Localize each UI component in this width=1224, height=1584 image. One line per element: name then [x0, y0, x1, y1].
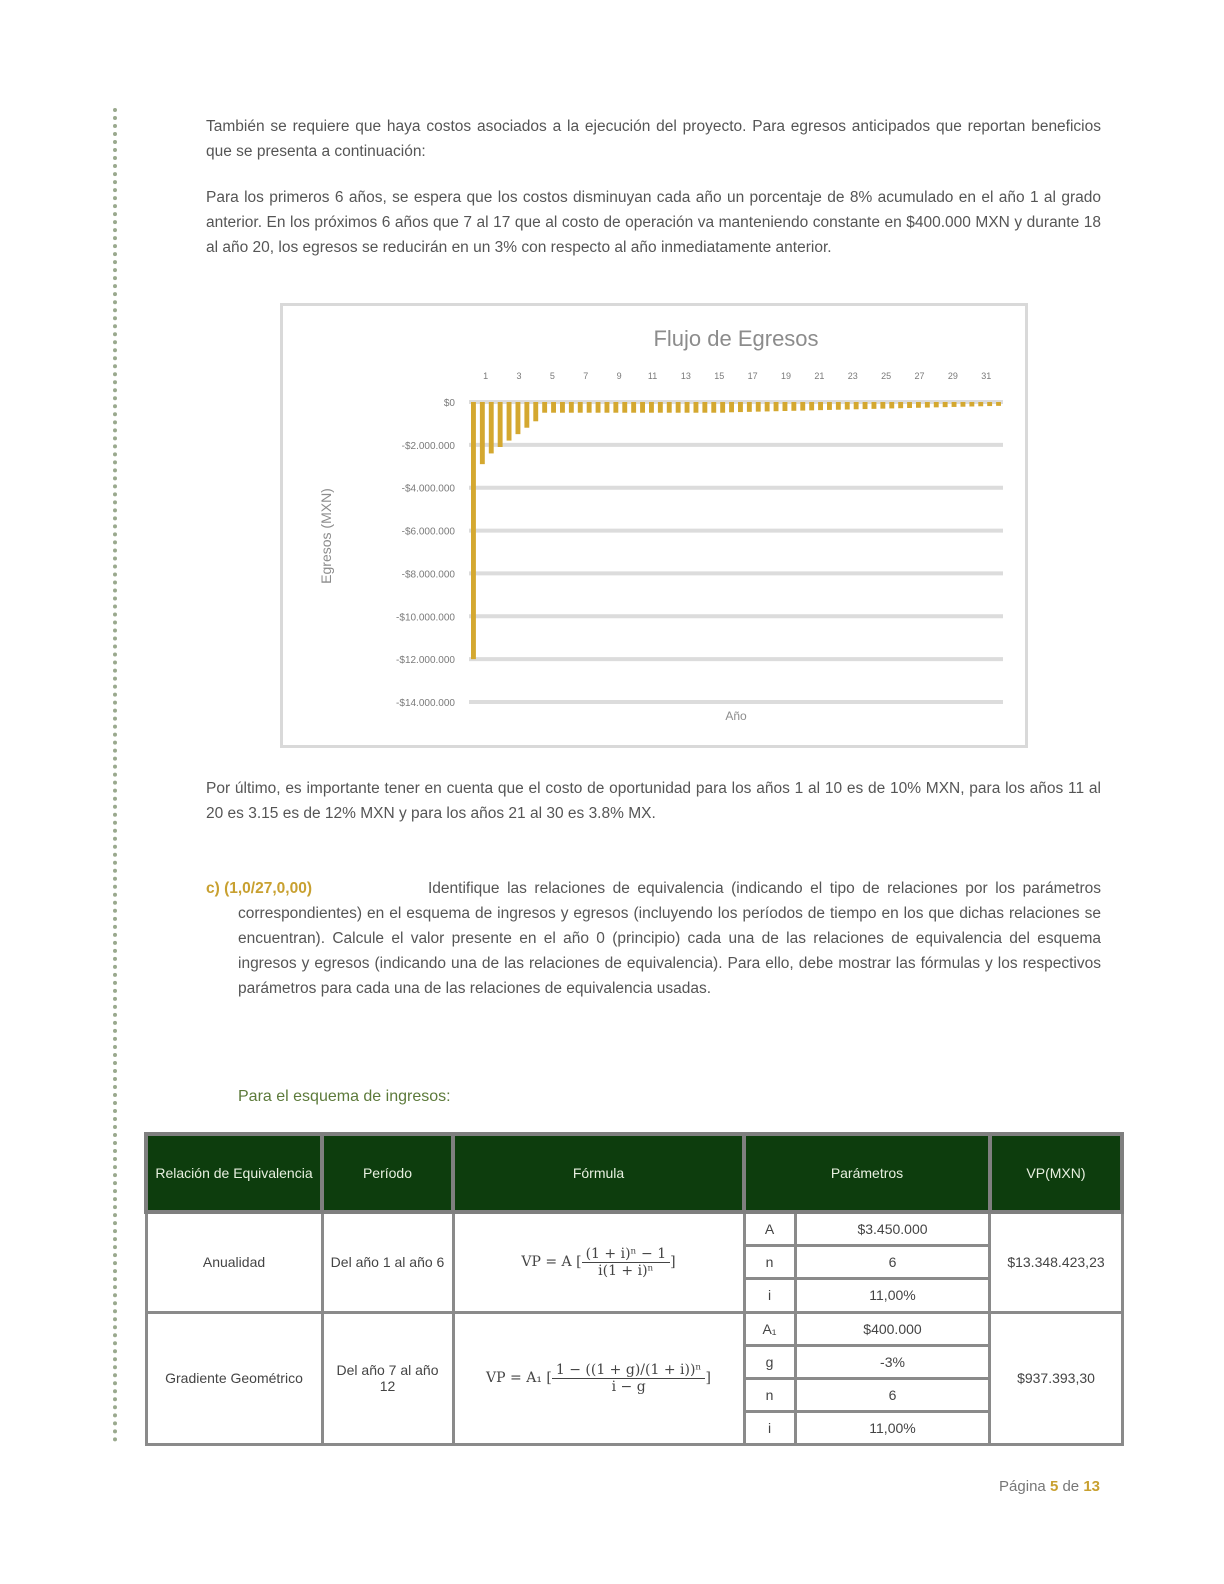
x-tick-label: 1 — [483, 371, 489, 381]
bar — [631, 402, 636, 413]
x-tick-label: 17 — [747, 371, 758, 381]
y-axis-label: Egresos (MXN) — [318, 488, 334, 584]
bar — [809, 402, 814, 410]
x-tick-label: 27 — [914, 371, 925, 381]
page-footer — [999, 1478, 1100, 1495]
row1-formula-lhs: VP = A — [521, 1254, 572, 1271]
x-axis-label: Año — [725, 709, 747, 723]
x-tick-label: 7 — [583, 371, 589, 381]
bar — [729, 402, 734, 412]
row1-formula-num: (1 + i)ⁿ − 1 — [582, 1246, 671, 1263]
row2-param-val: $400.000 — [795, 1312, 990, 1345]
bar — [720, 402, 725, 413]
x-tick-label: 23 — [847, 371, 858, 381]
bar — [845, 402, 850, 410]
bar — [854, 402, 859, 409]
y-tick-label: -$12.000.000 — [396, 655, 455, 667]
x-tick-label: 31 — [981, 371, 992, 381]
row1-param-sym: i — [744, 1279, 795, 1312]
bar — [872, 402, 877, 409]
bar — [702, 402, 707, 413]
header-period: Período — [322, 1134, 453, 1212]
bar — [694, 402, 699, 413]
row2-param-val: -3% — [795, 1345, 990, 1378]
x-tick-label: 5 — [549, 371, 555, 381]
bar — [640, 402, 645, 413]
bar — [774, 402, 779, 411]
bar — [907, 402, 912, 408]
bar — [818, 402, 823, 410]
bar — [613, 402, 618, 413]
row2-vp: $937.393,30 — [990, 1312, 1122, 1444]
bar — [987, 402, 992, 406]
paragraph-2: Para los primeros 6 años, se espera que los costos disminuyan cada año un porcentaje de 8% acumulado en el año 1 al grado anterior. En los próximos 6 años que 7 al 17 que al costo de operación va manteniendo constante en $400.000 MXN y durante 18 al año 20, los egresos se reducirán en un 3% con respecto al año inmediatamente anterior. — [206, 189, 1101, 256]
bar — [498, 402, 503, 447]
egresos-chart — [280, 303, 1028, 748]
bar — [533, 402, 538, 421]
bar — [711, 402, 716, 413]
bar — [471, 402, 476, 659]
bar — [863, 402, 868, 409]
bar — [747, 402, 752, 412]
chart-title: Flujo de Egresos — [653, 326, 819, 351]
x-tick-label: 19 — [781, 371, 792, 381]
row1-param-sym: A — [744, 1212, 795, 1246]
bar — [667, 402, 672, 413]
bar — [800, 402, 805, 411]
footer-of: de — [1062, 1478, 1080, 1495]
row1-relation: Anualidad — [146, 1212, 322, 1312]
bar — [578, 402, 583, 413]
row1-period: Del año 1 al año 6 — [322, 1212, 453, 1312]
question-text: Identifique las relaciones de equivalencia (indicando el tipo de relaciones por los parámetros correspondientes) en el esquema de ingresos y egresos (incluyendo los períodos de tiempo en los que dichas relaciones se encuentran). Calcule el valor presente en el año 0 (principio) cada una de las relaciones de equivalencia del esquema ingresos y egresos (indicando una de las relaciones de equivalencia). Para ello, debe mostrar las fórmulas y los respectivos parámetros para cada una de las relaciones de equivalencia usadas. — [238, 880, 1101, 997]
header-formula: Fórmula — [453, 1134, 744, 1212]
bar — [765, 402, 770, 411]
x-tick-label: 11 — [647, 371, 658, 381]
bar — [836, 402, 841, 410]
bar — [489, 402, 494, 453]
y-tick-label: -$2.000.000 — [401, 440, 455, 452]
bar — [569, 402, 574, 413]
row1-formula-den: i(1 + i)ⁿ — [598, 1262, 654, 1279]
paragraph-1: También se requiere que haya costos asociados a la ejecución del proyecto. Para egresos anticipados que reportan beneficios que se presenta a continuación: — [206, 118, 1101, 160]
header-vp: VP(MXN) — [990, 1134, 1122, 1212]
row2-param-sym: i — [744, 1411, 795, 1444]
bar — [783, 402, 788, 411]
bar — [507, 402, 512, 441]
bar — [605, 402, 610, 413]
row2-param-val: 6 — [795, 1378, 990, 1411]
y-tick-label: -$4.000.000 — [401, 483, 455, 495]
y-tick-label: -$8.000.000 — [401, 569, 455, 581]
x-tick-label: 15 — [714, 371, 725, 381]
y-tick-label: $0 — [443, 398, 455, 409]
row2-formula-num: 1 − ((1 + g)/(1 + i))ⁿ — [552, 1362, 706, 1379]
x-tick-label: 9 — [616, 371, 622, 381]
row1-param-val: 6 — [795, 1246, 990, 1279]
table-header-row — [146, 1134, 1122, 1212]
x-tick-label: 29 — [947, 371, 958, 381]
bar — [943, 402, 948, 407]
question-item — [206, 876, 1101, 1001]
bar — [889, 402, 894, 408]
bar — [791, 402, 796, 411]
bar — [934, 402, 939, 407]
y-tick-label: -$14.000.000 — [396, 698, 455, 709]
bar — [685, 402, 690, 413]
bar — [649, 402, 654, 413]
margin-dotted-line — [113, 108, 117, 1443]
bar — [516, 402, 521, 434]
bar — [925, 402, 930, 408]
table-row — [146, 1312, 1122, 1345]
question-label: c) (1,0/27,0,00) — [206, 880, 312, 897]
row2-period: Del año 7 al año 12 — [322, 1312, 453, 1444]
bar — [952, 402, 957, 407]
x-tick-label: 13 — [680, 371, 691, 381]
footer-prefix: Página — [999, 1478, 1046, 1495]
row2-formula: VP = A₁ [ $\frac{\text{1 − ((1 + g)/(1 + i))ⁿ}}{i - g}$ ] — [453, 1312, 744, 1444]
footer-total-pages: 13 — [1083, 1478, 1100, 1495]
row2-formula-lhs: VP = A₁ — [486, 1370, 542, 1387]
y-tick-label: -$6.000.000 — [401, 526, 455, 538]
bar — [587, 402, 592, 413]
equivalence-table — [144, 1132, 1124, 1446]
x-tick-label: 21 — [814, 371, 825, 381]
bar — [880, 402, 885, 409]
bar — [596, 402, 601, 413]
row1-param-val: 11,00% — [795, 1279, 990, 1312]
bar — [560, 402, 565, 413]
row1-param-sym: n — [744, 1246, 795, 1279]
x-tick-label: 25 — [881, 371, 892, 381]
row2-param-sym: n — [744, 1378, 795, 1411]
bar — [524, 402, 529, 428]
row2-relation: Gradiente Geométrico — [146, 1312, 322, 1444]
paragraph-3: Por último, es importante tener en cuenta que el costo de oportunidad para los años 1 al 10 es de 10% MXN, para los años 11 al 20 es 3.15 es de 12% MXN y para los años 21 al 30 es 3.8% MX. — [206, 780, 1101, 822]
bar — [898, 402, 903, 408]
bar — [961, 402, 966, 407]
row2-param-sym: g — [744, 1345, 795, 1378]
table-row — [146, 1212, 1122, 1246]
bar — [969, 402, 974, 407]
bar — [658, 402, 663, 413]
bar — [827, 402, 832, 410]
header-params: Parámetros — [744, 1134, 990, 1212]
row1-formula: VP = A [ $\frac{\text{(1 + i)ⁿ − 1}}{\text{i(1 + i)ⁿ}}$ ] — [453, 1212, 744, 1312]
bar — [996, 402, 1001, 406]
bar — [738, 402, 743, 412]
bar — [542, 402, 547, 413]
row1-param-val: $3.450.000 — [795, 1212, 990, 1246]
bar — [551, 402, 556, 413]
section-subheading: Para el esquema de ingresos: — [238, 1088, 451, 1105]
row2-param-sym: A₁ — [744, 1312, 795, 1345]
row2-formula-den: i − g — [611, 1378, 646, 1395]
bar — [676, 402, 681, 413]
footer-page-number: 5 — [1049, 1478, 1059, 1495]
bar — [978, 402, 983, 406]
bar — [622, 402, 627, 413]
bar — [480, 402, 485, 464]
chart-svg — [283, 306, 1025, 745]
bar — [756, 402, 761, 412]
y-tick-label: -$10.000.000 — [396, 612, 455, 624]
bar — [916, 402, 921, 408]
row2-param-val: 11,00% — [795, 1411, 990, 1444]
header-relation: Relación de Equivalencia — [146, 1134, 322, 1212]
x-tick-label: 3 — [516, 371, 522, 381]
row1-vp: $13.348.423,23 — [990, 1212, 1122, 1312]
